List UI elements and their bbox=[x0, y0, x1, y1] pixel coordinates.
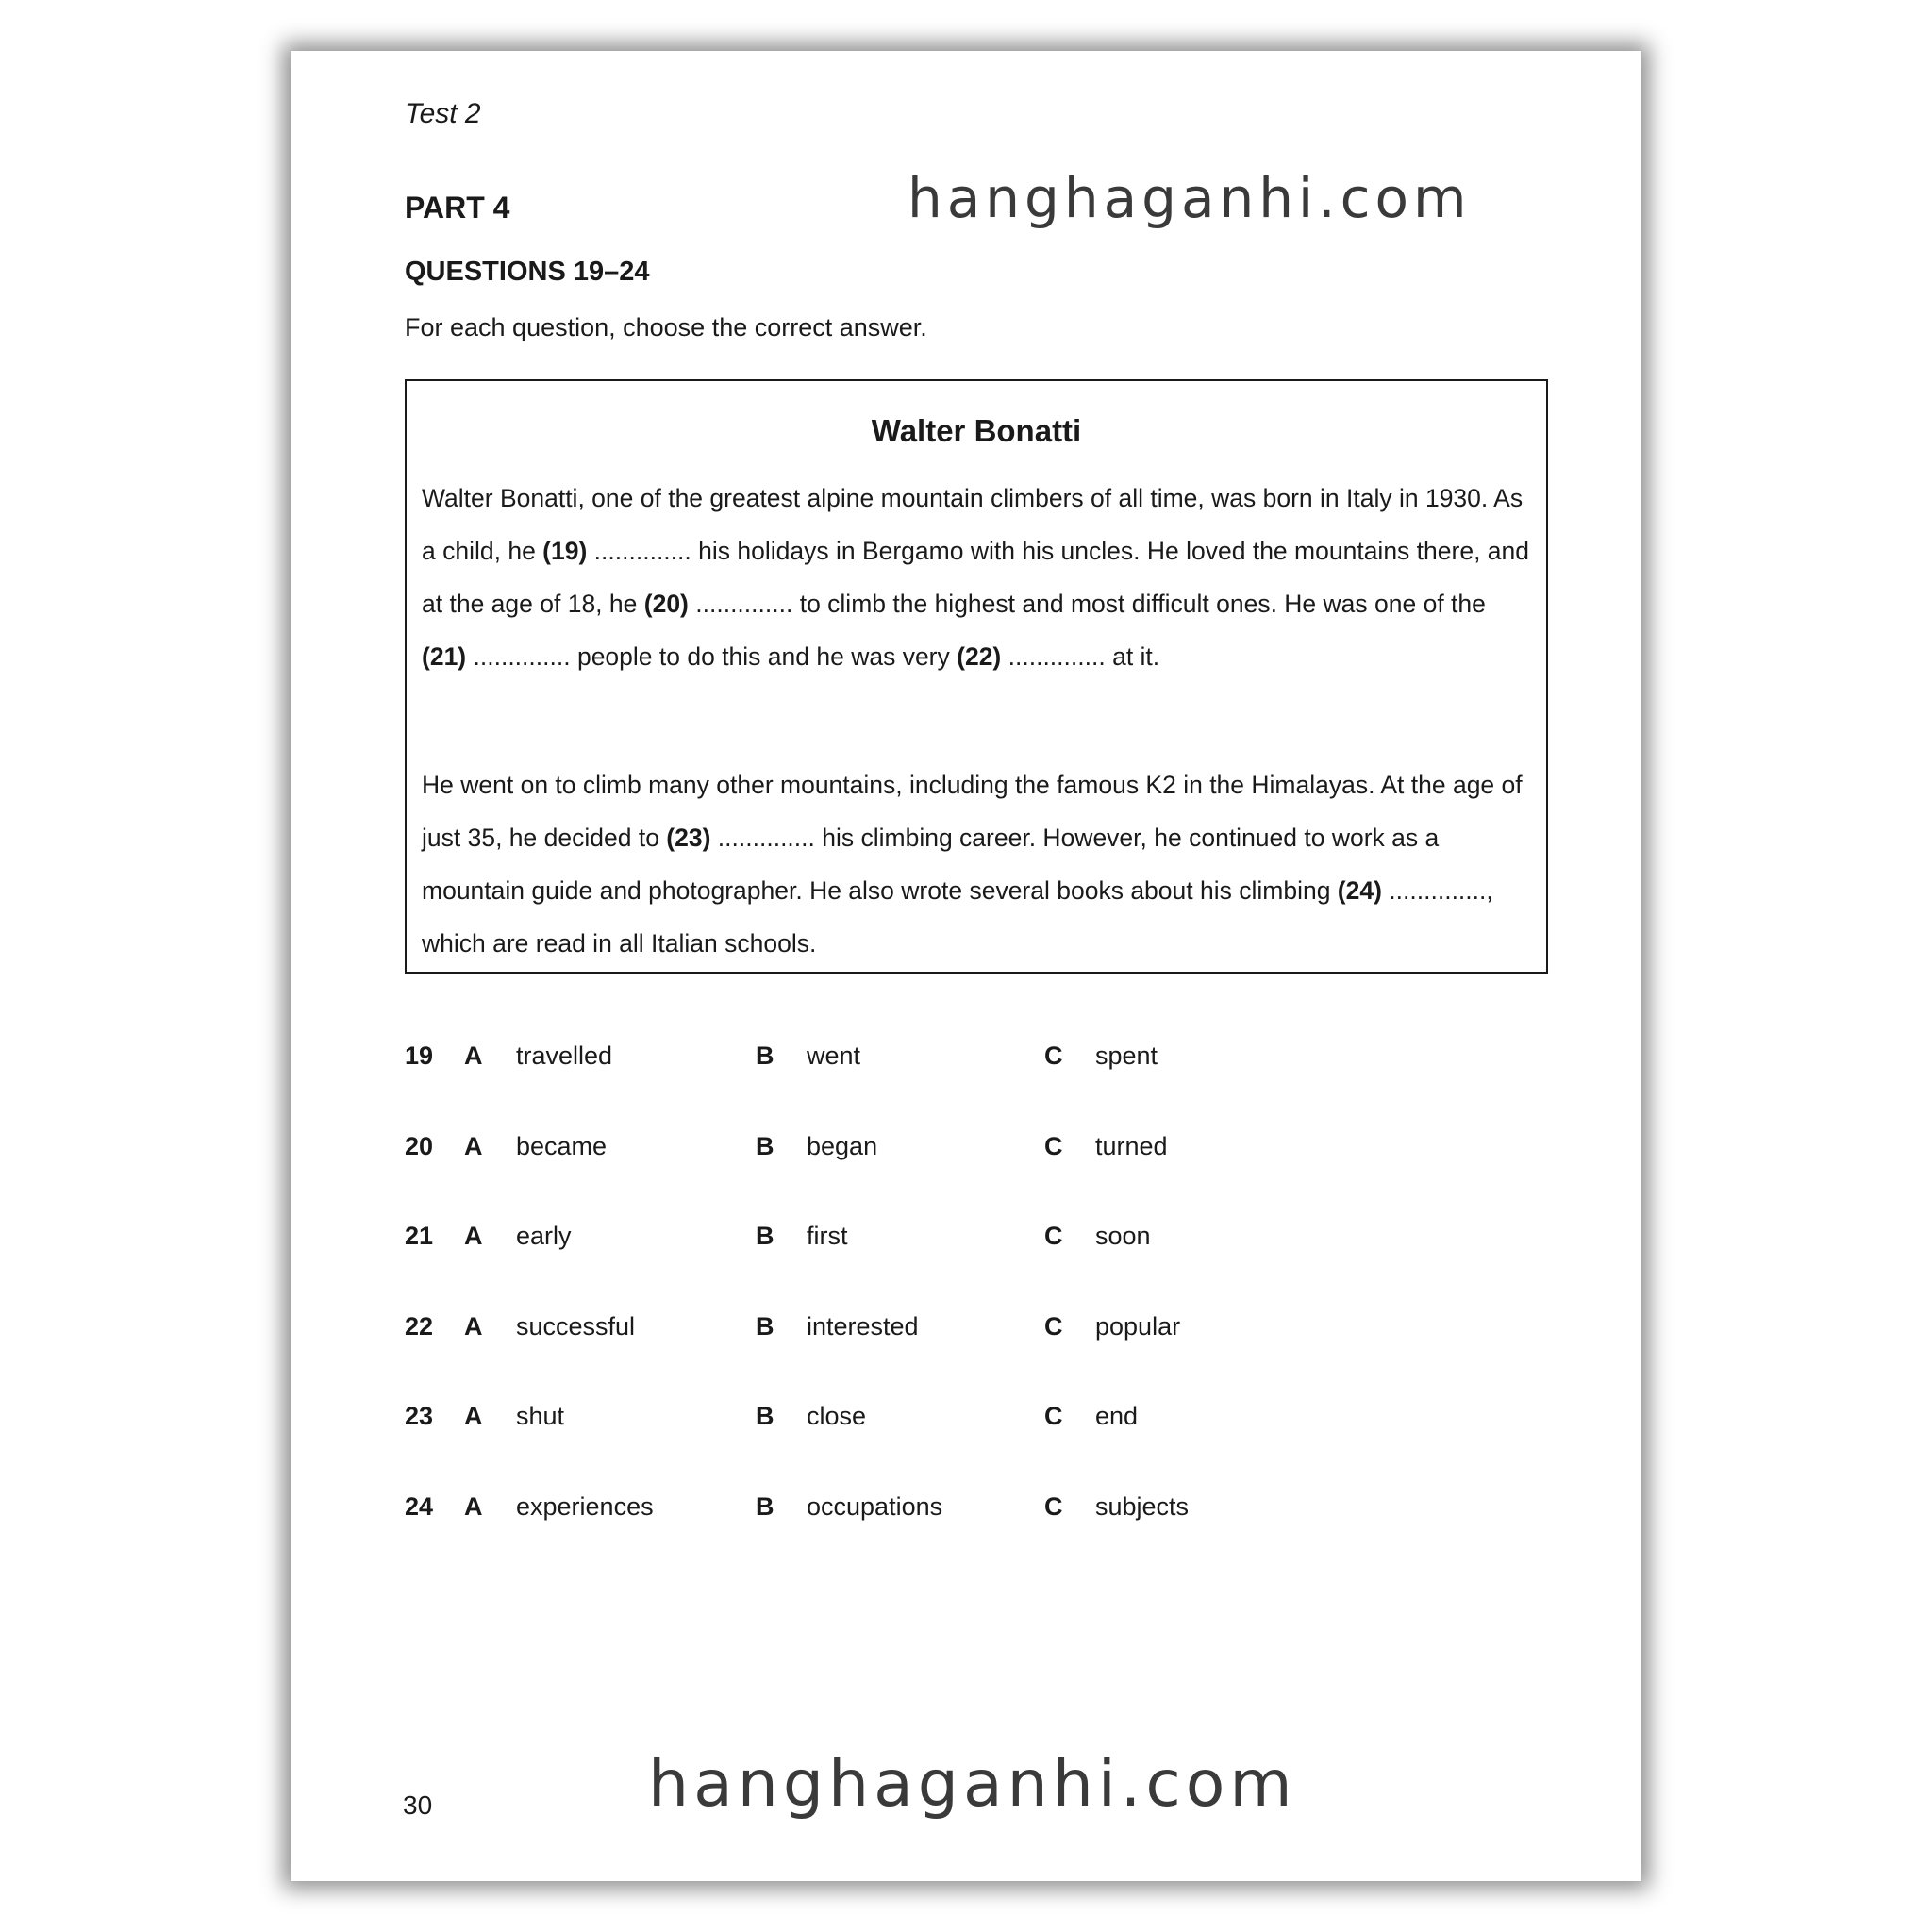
gap-number: (19) bbox=[542, 537, 588, 565]
question-number: 22 bbox=[405, 1311, 434, 1341]
option-letter-a: A bbox=[464, 1222, 483, 1250]
option-letter-c: C bbox=[1044, 1041, 1063, 1070]
option-letter-b: B bbox=[756, 1402, 774, 1430]
option-letter-c: C bbox=[1044, 1222, 1063, 1250]
option-letter-c: C bbox=[1044, 1131, 1063, 1160]
text-segment: his holidays in Bergamo with his uncles. He loved the mountains there, and at the age of 18, he bbox=[422, 537, 1530, 618]
option-letter-a: A bbox=[464, 1311, 483, 1341]
option-letter-b: B bbox=[756, 1311, 774, 1341]
option-letter-a: A bbox=[464, 1131, 483, 1160]
option-letter-b: B bbox=[756, 1222, 774, 1250]
option-letter-c: C bbox=[1044, 1311, 1063, 1341]
gap-blank: .............. bbox=[1001, 642, 1113, 671]
part-title: PART 4 bbox=[405, 191, 510, 225]
test-label: Test 2 bbox=[405, 98, 481, 129]
option-b: began bbox=[807, 1131, 878, 1160]
reading-text-box bbox=[405, 379, 1548, 974]
watermark-bottom: hanghaganhi.com bbox=[648, 1747, 1297, 1822]
question-number: 19 bbox=[405, 1041, 434, 1070]
option-c: soon bbox=[1095, 1222, 1151, 1250]
paragraph-1 bbox=[422, 472, 1535, 683]
option-c: end bbox=[1095, 1402, 1139, 1430]
option-letter-a: A bbox=[464, 1402, 483, 1430]
option-a: travelled bbox=[516, 1041, 613, 1070]
option-letter-c: C bbox=[1044, 1491, 1063, 1521]
option-a: shut bbox=[516, 1402, 565, 1430]
document-page bbox=[291, 51, 1641, 1881]
gap-number: (22) bbox=[957, 642, 1002, 671]
gap-blank: .............. bbox=[466, 642, 577, 671]
text-segment: which are read in all Italian schools. bbox=[422, 929, 817, 958]
gap-blank: .............. bbox=[587, 537, 699, 565]
option-b: occupations bbox=[807, 1491, 943, 1521]
option-a: experiences bbox=[516, 1491, 654, 1521]
option-letter-b: B bbox=[756, 1131, 774, 1160]
text-segment: He went on to climb many other mountains, including the famous K2 in the Himalayas. At the age of just 35, he decided to bbox=[422, 771, 1523, 852]
option-letter-c: C bbox=[1044, 1402, 1063, 1430]
gap-number: (20) bbox=[643, 590, 689, 618]
option-b: went bbox=[807, 1041, 861, 1070]
option-b: first bbox=[807, 1222, 848, 1250]
gap-number: (21) bbox=[422, 642, 467, 671]
watermark-top: hanghaganhi.com bbox=[908, 166, 1472, 230]
gap-number: (24) bbox=[1337, 876, 1382, 905]
option-c: popular bbox=[1095, 1311, 1181, 1341]
option-a: early bbox=[516, 1222, 572, 1250]
text-segment: people to do this and he was very bbox=[576, 642, 958, 671]
question-number: 20 bbox=[405, 1131, 434, 1160]
question-number: 21 bbox=[405, 1222, 434, 1250]
option-c: subjects bbox=[1095, 1491, 1190, 1521]
gap-blank: .............., bbox=[1381, 876, 1493, 905]
question-number: 24 bbox=[405, 1491, 434, 1521]
questions-title: QUESTIONS 19–24 bbox=[405, 257, 650, 287]
gap-blank: .............. bbox=[710, 824, 823, 852]
gap-blank: .............. bbox=[688, 590, 800, 618]
text-segment: his climbing career. However, he continued to work as a mountain guide and photographer. He also wrote several books about his climbing bbox=[422, 824, 1440, 905]
text-segment: to climb the highest and most difficult ones. He was one of the bbox=[799, 590, 1486, 618]
option-b: close bbox=[807, 1402, 867, 1430]
text-segment: at it. bbox=[1112, 642, 1160, 671]
option-letter-b: B bbox=[756, 1041, 774, 1070]
gap-number: (23) bbox=[666, 824, 711, 852]
option-a: became bbox=[516, 1131, 608, 1160]
paragraph-2 bbox=[422, 758, 1535, 970]
option-letter-a: A bbox=[464, 1491, 483, 1521]
option-letter-b: B bbox=[756, 1491, 774, 1521]
text-title: Walter Bonatti bbox=[871, 413, 1082, 448]
text-segment: Walter Bonatti, one of the greatest alpine mountain climbers of all time, was born in Italy in 1930. As a child, he bbox=[422, 484, 1524, 565]
instruction-text: For each question, choose the correct answer. bbox=[405, 313, 927, 341]
option-letter-a: A bbox=[464, 1041, 483, 1070]
question-number: 23 bbox=[405, 1402, 434, 1430]
option-b: interested bbox=[807, 1311, 919, 1341]
option-c: spent bbox=[1095, 1041, 1158, 1070]
option-c: turned bbox=[1095, 1131, 1168, 1160]
option-a: successful bbox=[516, 1311, 636, 1341]
page-number: 30 bbox=[403, 1790, 433, 1820]
